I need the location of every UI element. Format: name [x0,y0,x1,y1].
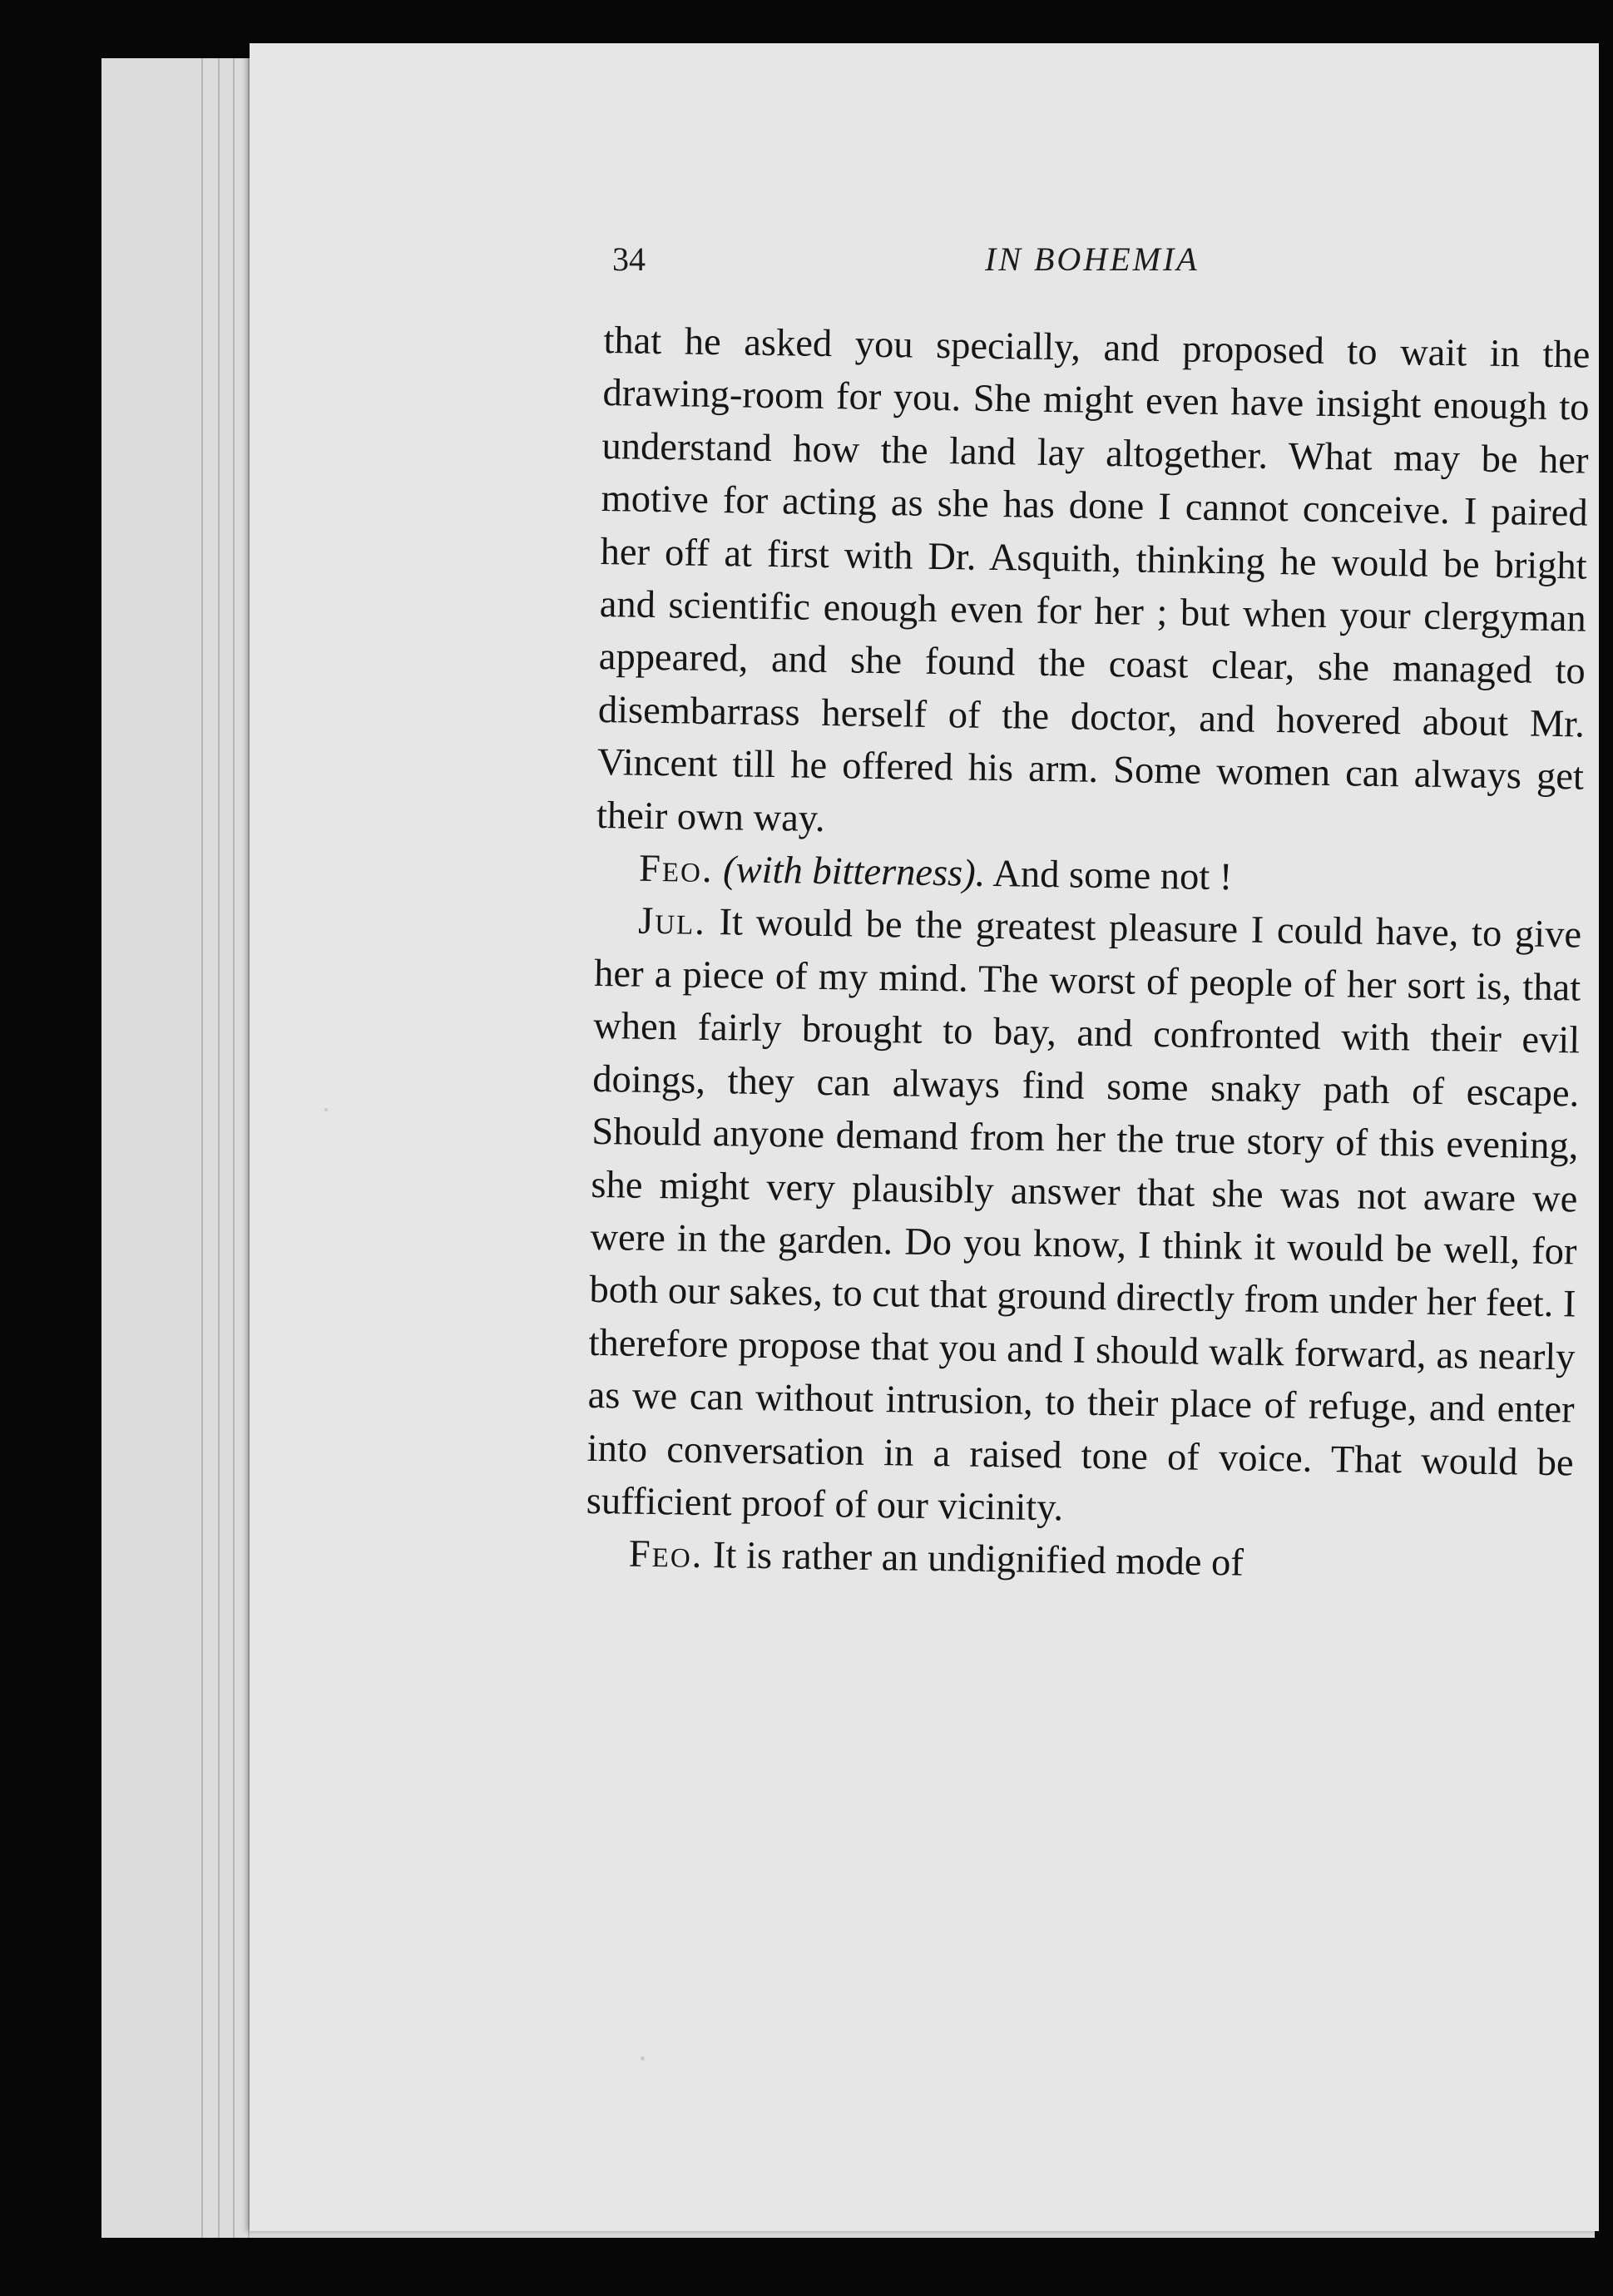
page-number: 34 [612,240,646,278]
paragraph-text: that he asked you specially, and proposed to wait in the drawing-room for you. She might even have insight enough to understand how the land lay altogether. What may be her motive for acting as she has done I cannot conceive. I paired her off at first with Dr. Asquith, thinking he would be bright and scientific enough even for her ; but when your clergyman appeared, and she found the coast clear, she managed to disembarrass herself of the doctor, and hovered about Mr. Vincent till he offered his arm. Some women can always get their own way. [596,319,1591,840]
body-text [585,314,1590,1595]
page-edge [218,58,220,2238]
speaker-name: Jul. [637,900,707,944]
paper-speck [324,1108,328,1111]
dialogue-text: It would be the greatest pleasure I could have, to give her a piece of my mind. The worst of people of her sort is, that when fairly brought to bay, and confronted with their evil doings, they can always find some snaky path of escape. Should anyone demand from her the true story of this evening, she might very plausibly answer that she was not aware we were in the garden. Do you know, I think it would be well, for both our sakes, to cut that ground directly from under her feet. I therefore propose that you and I should walk forward, as nearly as we can without intrusion, to their place of refuge, and enter into conversation in a raised tone of voice. That would be sufficient proof of our vicinity. [586,901,1582,1530]
paragraph [596,314,1591,857]
dialogue-text: And some not ! [992,853,1233,899]
page-edge [201,58,203,2238]
page-header [612,240,1253,289]
stage-direction: (with bitterness). [722,849,986,895]
dialogue-text: It is rather an undignified mode of [712,1534,1244,1585]
running-head: IN BOHEMIA [985,240,1200,278]
speaker-name: Feo. [638,847,714,892]
speaker-name: Feo. [628,1532,704,1577]
page-edge [233,58,235,2238]
dialogue-paragraph [586,894,1581,1541]
paper-speck [641,2056,645,2061]
